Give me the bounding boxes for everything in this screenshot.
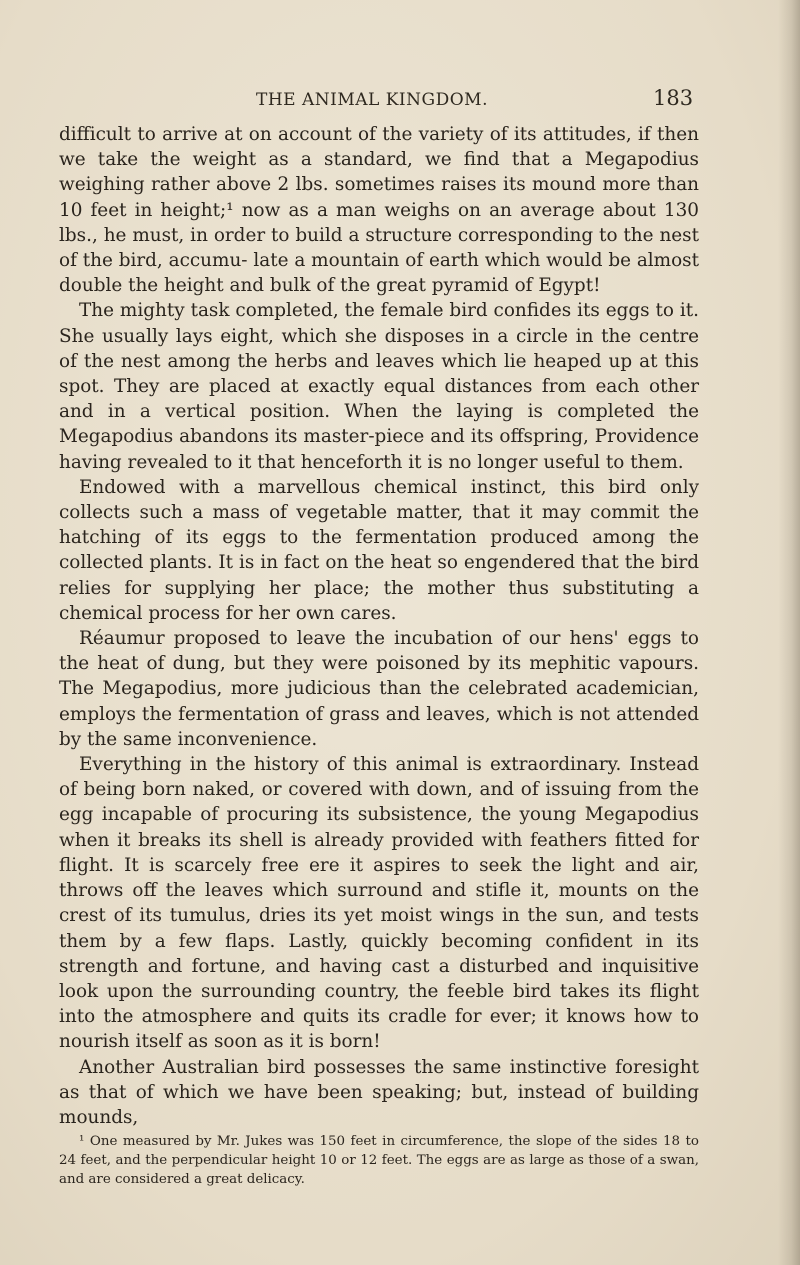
body-text — [59, 122, 699, 1130]
paragraph: Réaumur proposed to leave the incubation of our hens' eggs to the heat of dung, but they were poisoned by its mephitic vapours. The Megapodius, more judicious than the celebrated academician, employs the fermentation of grass and leaves, which is not attended by the same inconvenience. — [59, 628, 699, 750]
running-title: THE ANIMAL KINGDOM. — [256, 90, 488, 110]
footnote: ¹ One measured by Mr. Jukes was 150 feet in circumference, the slope of the sides 18 to 24 feet, and the perpendicular height 10 or 12 feet. The eggs are as large as those of a swan, and are considered a great delicacy. — [59, 1134, 699, 1187]
page-number: 183 — [653, 86, 694, 110]
page-header — [0, 86, 800, 116]
paragraph: The mighty task completed, the female bird confides its eggs to it. She usually lays eight, which she disposes in a circle in the centre of the nest among the herbs and leaves which lie heaped up at this spot. They are placed at exactly equal distances from each other and in a vertical position. When the laying is completed the Megapodius abandons its master-piece and its offspring, Providence having revealed to it that henceforth it is no longer useful to them. — [59, 300, 699, 473]
page-gutter-shadow — [778, 0, 800, 1265]
paragraph: Everything in the history of this animal is extraordinary. Instead of being born naked, or covered with down, and of issuing from the egg incapable of procuring its subsistence, the young Megapodius when it breaks its shell is already provided with feathers fitted for flight. It is scarcely free ere it aspires to seek the light and air, throws off the leaves which surround and stifle it, mounts on the crest of its tumulus, dries its yet moist wings in the sun, and tests them by a few flaps. Lastly, quickly becoming confident in its strength and fortune, and having cast a disturbed and inquisitive look upon the surrounding country, the feeble bird takes its flight into the atmosphere and quits its cradle for ever; it knows how to nourish itself as soon as it is born! — [59, 754, 699, 1053]
paragraph: difficult to arrive at on account of the variety of its attitudes, if then we take the weight as a standard, we find that a Megapodius weighing rather above 2 lbs. sometimes raises its mound more than 10 feet in height;¹ now as a man weighs on an average about 130 lbs., he must, in order to build a structure corresponding to the nest of the bird, accumu- late a mountain of earth which would be almost double the height and bulk of the great pyramid of Egypt! — [59, 124, 699, 297]
footnotes — [59, 1132, 699, 1189]
paragraph: Another Australian bird possesses the same instinctive foresight as that of which we have been speaking; but, instead of building mounds, — [59, 1056, 699, 1128]
paragraph: Endowed with a marvellous chemical instinct, this bird only collects such a mass of vegetable matter, that it may commit the hatching of its eggs to the fermentation produced among the collected plants. It is in fact on the heat so engendered that the bird relies for supplying her place; the mother thus substituting a chemical process for her own cares. — [59, 476, 699, 624]
